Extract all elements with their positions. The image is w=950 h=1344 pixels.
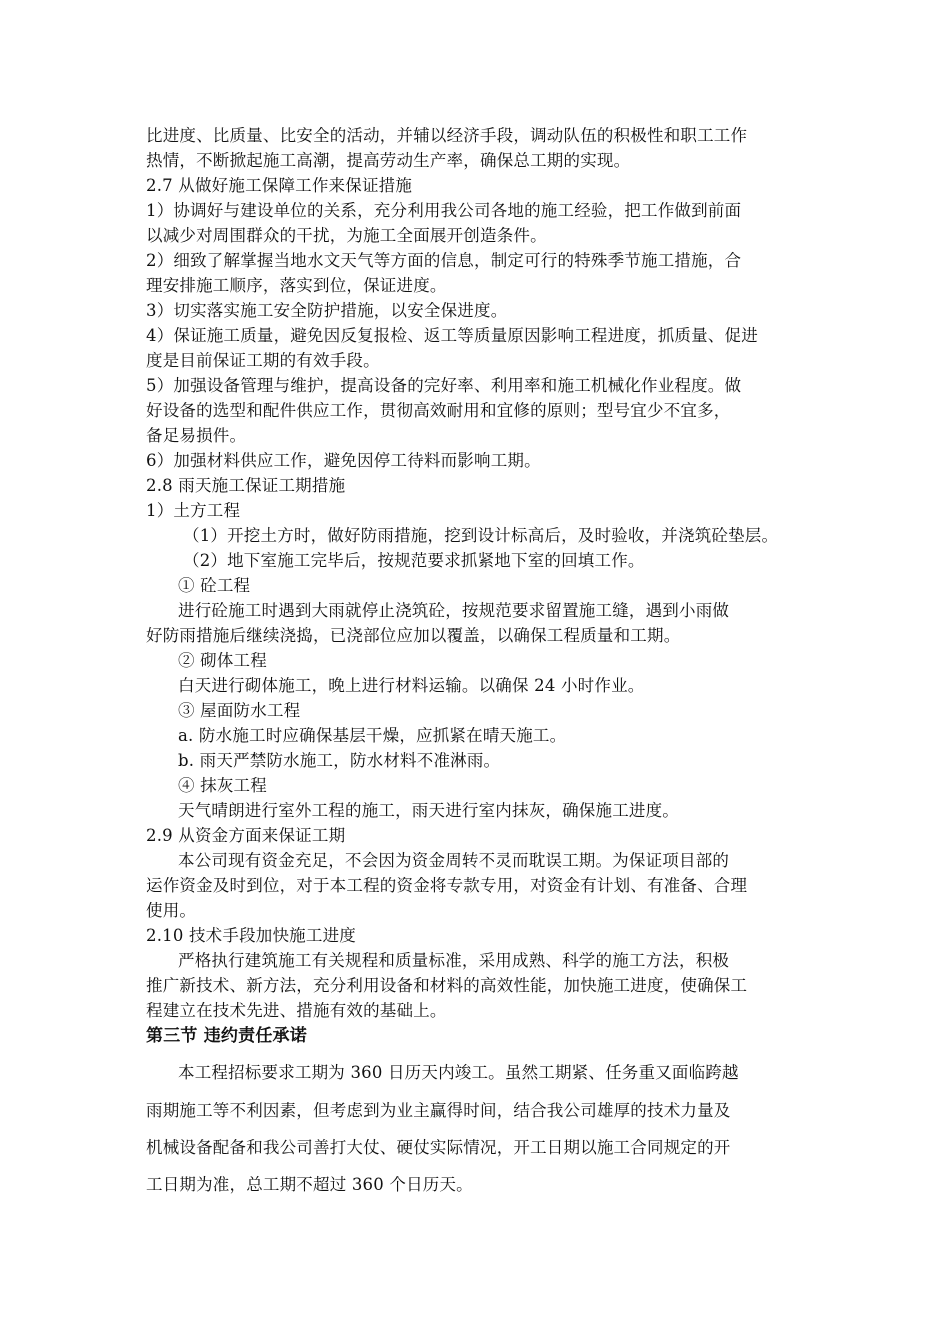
subsection-title: ④ 抹灰工程 [178,776,267,795]
paragraph-line: （1）开挖土方时，做好防雨措施，挖到设计标高后，及时验收，并浇筑砼垫层。 [183,526,779,545]
paragraph-line: 严格执行建筑施工有关规程和质量标准，采用成熟、科学的施工方法，积极 [178,951,730,970]
paragraph-line: 工日期为准，总工期不超过 360 个日历天。 [146,1175,473,1194]
paragraph-line: 度是目前保证工期的有效手段。 [146,351,380,370]
section-heading: 2.9 从资金方面来保证工期 [146,826,346,845]
paragraph-line: 好防雨措施后继续浇捣，已浇部位应加以覆盖，以确保工程质量和工期。 [146,626,681,645]
chapter-heading: 第三节 违约责任承诺 [146,1026,307,1046]
paragraph-line: 比进度、比质量、比安全的活动，并辅以经济手段，调动队伍的积极性和职工工作 [146,126,748,145]
paragraph-line: 机械设备配备和我公司善打大仗、硬仗实际情况，开工日期以施工合同规定的开 [146,1138,731,1157]
paragraph-line: 1）协调好与建设单位的关系，充分利用我公司各地的施工经验，把工作做到前面 [146,201,742,220]
paragraph-line: a. 防水施工时应确保基层干燥，应抓紧在晴天施工。 [178,726,567,745]
paragraph-line: 热情，不断掀起施工高潮，提高劳动生产率，确保总工期的实现。 [146,151,631,170]
paragraph-line: 雨期施工等不利因素，但考虑到为业主赢得时间，结合我公司雄厚的技术力量及 [146,1101,731,1120]
paragraph-line: 以减少对周围群众的干扰，为施工全面展开创造条件。 [146,226,547,245]
paragraph-line: 3）切实落实施工安全防护措施，以安全保进度。 [146,301,508,320]
paragraph-line: 6）加强材料供应工作，避免因停工待料而影响工期。 [146,451,541,470]
section-heading: 2.8 雨天施工保证工期措施 [146,476,346,495]
paragraph-line: 5）加强设备管理与维护，提高设备的完好率、利用率和施工机械化作业程度。做 [146,376,742,395]
paragraph-line: 本公司现有资金充足，不会因为资金周转不灵而耽误工期。为保证项目部的 [178,851,730,870]
paragraph-line: 好设备的选型和配件供应工作，贯彻高效耐用和宜修的原则；型号宜少不宜多， [146,401,731,420]
subsection-title: ③ 屋面防水工程 [178,701,301,720]
paragraph-line: 备足易损件。 [146,426,247,445]
paragraph-line: 进行砼施工时遇到大雨就停止浇筑砼，按规范要求留置施工缝，遇到小雨做 [178,601,730,620]
paragraph-line: 运作资金及时到位，对于本工程的资金将专款专用，对资金有计划、有准备、合理 [146,876,748,895]
paragraph-line: 白天进行砌体施工，晚上进行材料运输。以确保 24 小时作业。 [178,676,645,695]
paragraph-line: 程建立在技术先进、措施有效的基础上。 [146,1001,447,1020]
paragraph-line: 本工程招标要求工期为 360 日历天内竣工。虽然工期紧、任务重又面临跨越 [178,1063,739,1082]
subsection-title: ② 砌体工程 [178,651,267,670]
section-heading: 2.7 从做好施工保障工作来保证措施 [146,176,413,195]
paragraph-line: b. 雨天严禁防水施工，防水材料不准淋雨。 [178,751,501,770]
paragraph-line: 使用。 [146,901,197,920]
paragraph-line: （2）地下室施工完毕后，按规范要求抓紧地下室的回填工作。 [183,551,645,570]
subsection-title: ① 砼工程 [178,576,251,595]
section-heading: 2.10 技术手段加快施工进度 [146,926,356,945]
paragraph-line: 天气晴朗进行室外工程的施工，雨天进行室内抹灰，确保施工进度。 [178,801,679,820]
paragraph-line: 推广新技术、新方法，充分利用设备和材料的高效性能，加快施工进度，使确保工 [146,976,748,995]
paragraph-line: 理安排施工顺序，落实到位，保证进度。 [146,276,447,295]
paragraph-line: 2）细致了解掌握当地水文天气等方面的信息，制定可行的特殊季节施工措施，合 [146,251,742,270]
paragraph-line: 1）土方工程 [146,501,241,520]
paragraph-line: 4）保证施工质量，避免因反复报检、返工等质量原因影响工程进度，抓质量、促进 [146,326,758,345]
